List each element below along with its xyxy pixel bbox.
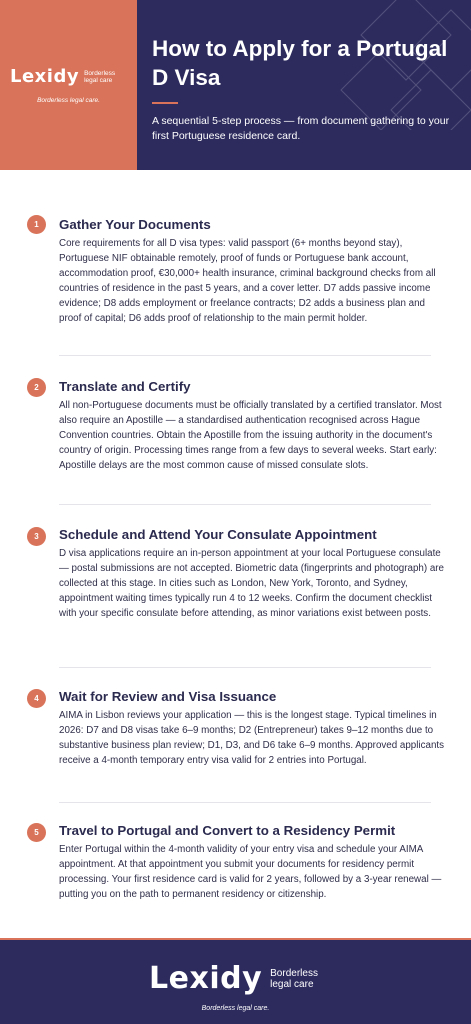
footer-accent-line	[0, 938, 471, 940]
step-title: Gather Your Documents	[59, 217, 211, 232]
step-number-badge: 3	[27, 527, 46, 546]
step-divider	[59, 355, 431, 356]
page-subtitle: A sequential 5-step process — from document gathering to your first Portuguese residence card.	[152, 115, 450, 142]
lexidy-logo	[10, 66, 124, 87]
title-underline	[152, 102, 178, 104]
step-divider	[59, 802, 431, 803]
step-number-badge: 4	[27, 689, 46, 708]
step-body: AIMA in Lisbon reviews your application — this is the longest stage. Typical timelines in 2026: D7 and D8 visas take 6–9 months; D2 (Entrepreneur) takes 9–12 months due to substantive business plan review; D1, D3, and D6 take 6–9 months. Approved applicants receive a 4-month temporary entry visa valid for 2 entries into Portugal.	[59, 710, 445, 766]
logo-wordmark: Lexidy	[10, 66, 80, 87]
step-body: Core requirements for all D visa types: valid passport (6+ months beyond stay), Portuguese NIF obtainable remotely, proof of funds or Portuguese bank account, accommodation proof, €30,000+ health insurance, criminal background checks from all countries of residence in the past 5 years, and a cover letter. D7 adds passive income evidence; D8 adds employment or freelance contracts; D2 adds a business plan and proof of capital; D6 adds proof of relationship to the main permit holder.	[59, 238, 436, 324]
step-body: D visa applications require an in-person appointment at your local Portuguese consulate — postal submissions are not accepted. Biometric data (fingerprints and photograph) are collected at this stage. In cities such as London, New York, Toronto, and Sydney, appointment waiting times typically run 4 to 12 weeks. Confirm the document checklist with your specific consulate before attending, as minor variations exist between posts.	[59, 548, 445, 619]
step-divider	[59, 504, 431, 505]
brand-tagline: Borderless legal care.	[37, 97, 100, 104]
logo-tagline: Borderless legal care	[84, 69, 116, 84]
step-title: Schedule and Attend Your Consulate Appointment	[59, 527, 377, 542]
footer-tagline: Borderless legal care.	[201, 1005, 270, 1012]
header-banner	[0, 0, 471, 170]
step-title: Travel to Portugal and Convert to a Residency Permit	[59, 823, 396, 838]
page-title: How to Apply for a Portugal D Visa	[152, 36, 448, 90]
footer-logo-tagline: Borderless legal care	[270, 967, 318, 990]
step-divider	[59, 667, 431, 668]
step-body: Enter Portugal within the 4-month validity of your entry visa and schedule your AIMA appointment. At that appointment you submit your documents for residency permit processing. Your first residence card is valid for 2 years, followed by a 3-year renewal — putting you on the path to permanent residency or citizenship.	[59, 844, 442, 900]
step-title: Translate and Certify	[59, 379, 191, 394]
footer-logo-wordmark: Lexidy	[149, 961, 263, 996]
step-number-badge: 5	[27, 823, 46, 842]
step-number-badge: 2	[27, 378, 46, 397]
step-body: All non-Portuguese documents must be officially translated by a certified translator. Most also require an Apostille — a standardised authentication recognised across Hague Convention countries. Obtain the Apostille from the issuing authority in the document's country of origin. Processing times range from a few days to several weeks. Start early: Apostille delays are the most common cause of missed consulate slots.	[59, 400, 442, 471]
brand-panel	[0, 0, 137, 170]
step-title: Wait for Review and Visa Issuance	[59, 689, 277, 704]
footer-lexidy-logo	[149, 961, 332, 996]
step-number-badge: 1	[27, 215, 46, 234]
